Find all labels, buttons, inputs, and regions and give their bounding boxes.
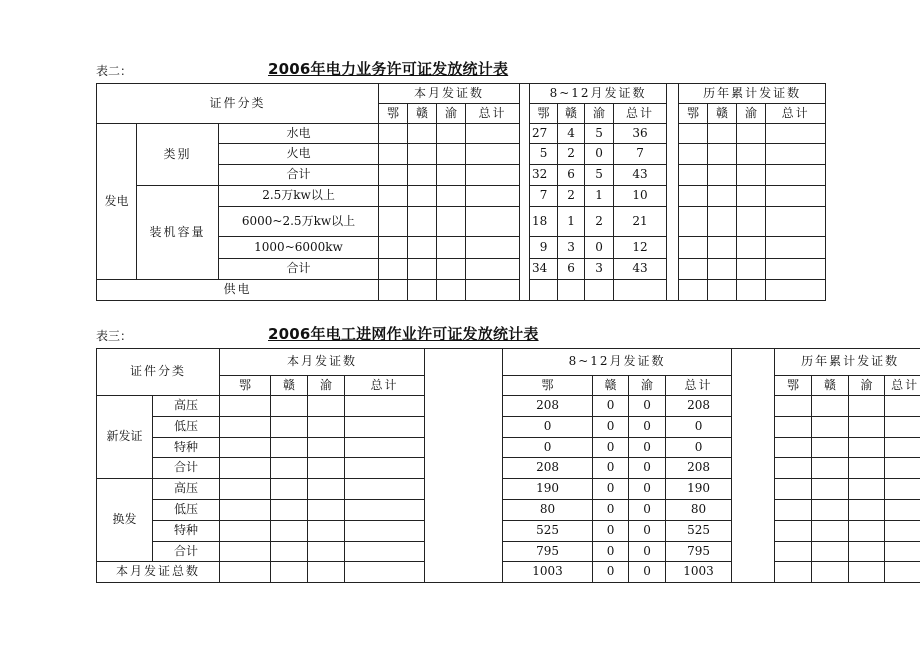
table2-header-cumulative: 历年累计发证数 bbox=[679, 84, 826, 104]
cell: 0 bbox=[593, 521, 629, 542]
cell: 208 bbox=[666, 396, 732, 417]
cell: 2 bbox=[558, 144, 585, 165]
row-label: 6000~2.5万kw以上 bbox=[219, 207, 379, 237]
row-label: 高压 bbox=[153, 479, 220, 500]
row-label: 高压 bbox=[153, 396, 220, 417]
row-gongdian: 供电 bbox=[97, 280, 379, 301]
cell: 4 bbox=[558, 124, 585, 144]
cell: 0 bbox=[593, 500, 629, 521]
row-label: 合计 bbox=[153, 542, 220, 562]
col-total: 总计 bbox=[666, 376, 732, 396]
table2-header-aug-dec: 8~12月发证数 bbox=[530, 84, 667, 104]
cell: 18 bbox=[530, 207, 558, 237]
cell: 208 bbox=[666, 458, 732, 479]
col-total: 总计 bbox=[614, 104, 667, 124]
cell: 9 bbox=[530, 237, 558, 259]
cell: 525 bbox=[503, 521, 593, 542]
row-label: 2.5万kw以上 bbox=[219, 186, 379, 207]
cell: 0 bbox=[593, 396, 629, 417]
col-gan: 赣 bbox=[271, 376, 308, 396]
col-total: 总计 bbox=[345, 376, 425, 396]
cell: 0 bbox=[585, 144, 614, 165]
cell: 2 bbox=[558, 186, 585, 207]
group-new: 新发证 bbox=[97, 396, 153, 479]
col-e: 鄂 bbox=[379, 104, 408, 124]
cell: 0 bbox=[629, 521, 666, 542]
cell: 0 bbox=[629, 396, 666, 417]
col-yu: 渝 bbox=[849, 376, 885, 396]
cell: 0 bbox=[666, 417, 732, 438]
col-yu: 渝 bbox=[629, 376, 666, 396]
table3-label: 表三： bbox=[96, 329, 133, 343]
cell: 525 bbox=[666, 521, 732, 542]
cell: 32 bbox=[530, 165, 558, 186]
cell: 0 bbox=[593, 479, 629, 500]
row-label: 特种 bbox=[153, 438, 220, 458]
table3-gap bbox=[425, 349, 503, 376]
col-e: 鄂 bbox=[775, 376, 812, 396]
table3-header-cumulative: 历年累计发证数 bbox=[775, 349, 920, 376]
table3-header-aug-dec: 8~12月发证数 bbox=[503, 349, 732, 376]
cell: 7 bbox=[614, 144, 667, 165]
row-label: 水电 bbox=[219, 124, 379, 144]
cell: 0 bbox=[593, 417, 629, 438]
cell: 0 bbox=[503, 417, 593, 438]
row-label: 低压 bbox=[153, 500, 220, 521]
row-label: 特种 bbox=[153, 521, 220, 542]
col-total: 总计 bbox=[885, 376, 920, 396]
col-yu: 渝 bbox=[585, 104, 614, 124]
table3-header-this-month: 本月发证数 bbox=[220, 349, 425, 376]
col-gan: 赣 bbox=[558, 104, 585, 124]
cell: 0 bbox=[593, 542, 629, 562]
cell: 1 bbox=[558, 207, 585, 237]
table2-gap bbox=[520, 84, 530, 104]
row-label: 低压 bbox=[153, 417, 220, 438]
cell: 0 bbox=[629, 479, 666, 500]
col-yu: 渝 bbox=[437, 104, 466, 124]
cell: 0 bbox=[503, 438, 593, 458]
cell: 1 bbox=[585, 186, 614, 207]
cell: 795 bbox=[666, 542, 732, 562]
cell: 0 bbox=[629, 458, 666, 479]
cell: 5 bbox=[585, 165, 614, 186]
cell: 2 bbox=[585, 207, 614, 237]
group-fadian: 发电 bbox=[97, 124, 137, 280]
cell: 34 bbox=[530, 259, 558, 280]
cell: 208 bbox=[503, 396, 593, 417]
row-label: 1000~6000kw bbox=[219, 237, 379, 259]
row-label: 合计 bbox=[153, 458, 220, 479]
table2 bbox=[96, 83, 826, 301]
cell: 21 bbox=[614, 207, 667, 237]
row-label: 火电 bbox=[219, 144, 379, 165]
cell: 0 bbox=[629, 562, 666, 583]
col-e: 鄂 bbox=[220, 376, 271, 396]
row-total: 本月发证总数 bbox=[97, 562, 220, 583]
cell: 0 bbox=[593, 438, 629, 458]
cell: 27 bbox=[530, 124, 558, 144]
table2-gap bbox=[667, 84, 679, 104]
col-total: 总计 bbox=[466, 104, 520, 124]
cell: 3 bbox=[585, 259, 614, 280]
cell: 10 bbox=[614, 186, 667, 207]
table2-gap bbox=[667, 104, 679, 124]
cell: 5 bbox=[585, 124, 614, 144]
cell: 1003 bbox=[666, 562, 732, 583]
sub-zhuangji: 装机容量 bbox=[137, 186, 219, 280]
cell: 3 bbox=[558, 237, 585, 259]
col-yu: 渝 bbox=[737, 104, 766, 124]
col-e: 鄂 bbox=[679, 104, 708, 124]
col-e: 鄂 bbox=[530, 104, 558, 124]
col-yu: 渝 bbox=[308, 376, 345, 396]
col-gan: 赣 bbox=[812, 376, 849, 396]
cell: 0 bbox=[593, 562, 629, 583]
cell: 43 bbox=[614, 259, 667, 280]
cell: 190 bbox=[503, 479, 593, 500]
cell: 7 bbox=[530, 186, 558, 207]
cell: 43 bbox=[614, 165, 667, 186]
cell: 0 bbox=[629, 438, 666, 458]
cell: 6 bbox=[558, 165, 585, 186]
cell: 0 bbox=[666, 438, 732, 458]
sub-leibie: 类别 bbox=[137, 124, 219, 186]
col-total: 总计 bbox=[766, 104, 826, 124]
group-renew: 换发 bbox=[97, 479, 153, 562]
col-gan: 赣 bbox=[708, 104, 737, 124]
cell: 80 bbox=[503, 500, 593, 521]
cell: 0 bbox=[629, 542, 666, 562]
cell: 0 bbox=[593, 458, 629, 479]
row-label: 合计 bbox=[219, 165, 379, 186]
col-e: 鄂 bbox=[503, 376, 593, 396]
cell: 0 bbox=[585, 237, 614, 259]
cell: 36 bbox=[614, 124, 667, 144]
table3 bbox=[96, 348, 920, 583]
cell: 208 bbox=[503, 458, 593, 479]
table2-gap bbox=[520, 104, 530, 124]
row-label: 合计 bbox=[219, 259, 379, 280]
table3-header-category: 证件分类 bbox=[97, 349, 220, 396]
cell: 12 bbox=[614, 237, 667, 259]
table2-header-category: 证件分类 bbox=[97, 84, 379, 124]
cell: 80 bbox=[666, 500, 732, 521]
cell: 6 bbox=[558, 259, 585, 280]
table3-gap bbox=[732, 349, 775, 376]
cell: 5 bbox=[530, 144, 558, 165]
cell: 0 bbox=[629, 417, 666, 438]
cell: 0 bbox=[629, 500, 666, 521]
cell: 190 bbox=[666, 479, 732, 500]
table2-label: 表二： bbox=[96, 64, 133, 78]
col-gan: 赣 bbox=[408, 104, 437, 124]
cell: 1003 bbox=[503, 562, 593, 583]
table3-title: 2006年电工进网作业许可证发放统计表 bbox=[268, 325, 539, 343]
cell: 795 bbox=[503, 542, 593, 562]
table2-title: 2006年电力业务许可证发放统计表 bbox=[268, 60, 509, 78]
col-gan: 赣 bbox=[593, 376, 629, 396]
table2-header-this-month: 本月发证数 bbox=[379, 84, 520, 104]
